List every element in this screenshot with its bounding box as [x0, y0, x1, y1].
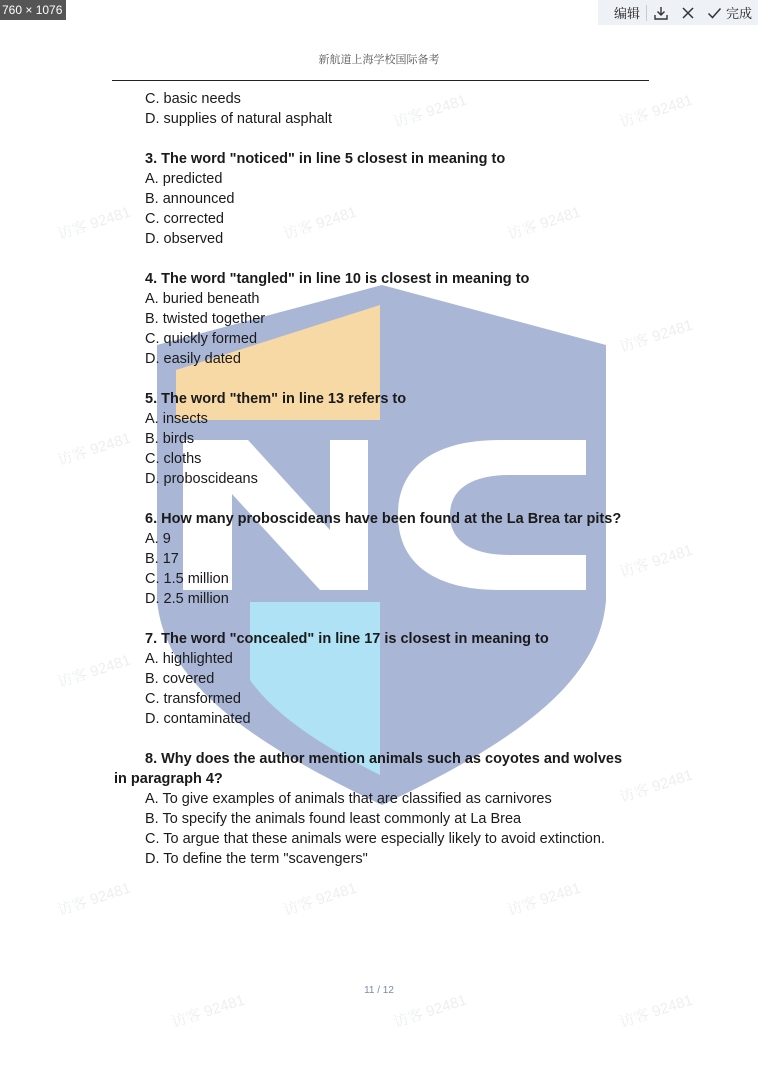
answer-option: A. buried beneath: [145, 291, 260, 307]
answer-option: C. corrected: [145, 211, 224, 227]
answer-option: B. birds: [145, 431, 195, 447]
visitor-watermark: 访客 92481: [617, 316, 695, 357]
answer-option: A. predicted: [145, 171, 223, 187]
answer-option: B. announced: [145, 191, 235, 207]
visitor-watermark: 访客 92481: [55, 651, 133, 692]
edit-label: 编辑: [613, 6, 640, 21]
question-6: 6. How many proboscideans have been found at the La Brea tar pits?: [145, 511, 622, 527]
page-number: 11 / 12: [364, 985, 394, 996]
question-3: 3. The word "noticed" in line 5 closest in meaning to: [145, 151, 506, 167]
answer-option: D. observed: [145, 231, 224, 247]
visitor-watermark: 访客 92481: [391, 991, 469, 1032]
done-label: 完成: [725, 6, 752, 21]
answer-option: A. 9: [145, 531, 171, 547]
answer-option: B. To specify the animals found least commonly at La Brea: [145, 811, 522, 827]
answer-option: C. quickly formed: [145, 331, 258, 347]
question-4: 4. The word "tangled" in line 10 is closest in meaning to: [145, 271, 530, 287]
answer-option: A. To give examples of animals that are classified as carnivores: [145, 791, 552, 807]
visitor-watermark: 访客 92481: [55, 203, 133, 244]
visitor-watermark: 访客 92481: [169, 991, 247, 1032]
visitor-watermark: 访客 92481: [617, 91, 695, 132]
answer-option: C. cloths: [145, 451, 202, 467]
visitor-watermark: 访客 92481: [55, 879, 133, 920]
answer-option: D. proboscideans: [145, 471, 258, 487]
visitor-watermark: 访客 92481: [281, 879, 359, 920]
question-8: 8. Why does the author mention animals such as coyotes and wolves: [145, 751, 623, 767]
answer-option: B. covered: [145, 671, 215, 687]
answer-option: B. twisted together: [145, 311, 266, 327]
answer-option: D. easily dated: [145, 351, 241, 367]
visitor-watermark: 访客 92481: [391, 91, 469, 132]
answer-option: C. transformed: [145, 691, 241, 707]
question-8-continuation: in paragraph 4?: [114, 771, 223, 787]
question-7: 7. The word "concealed" in line 17 is closest in meaning to: [145, 631, 549, 647]
visitor-watermark: 访客 92481: [617, 991, 695, 1032]
answer-option: D. supplies of natural asphalt: [145, 111, 332, 127]
visitor-watermark: 访客 92481: [617, 541, 695, 582]
visitor-watermark: 访客 92481: [281, 203, 359, 244]
visitor-watermark: 访客 92481: [55, 429, 133, 470]
question-5: 5. The word "them" in line 13 refers to: [145, 391, 407, 407]
answer-option: A. insects: [145, 411, 208, 427]
answer-option: C. To argue that these animals were especially likely to avoid extinction.: [145, 831, 605, 847]
page-header: 新航道上海学校国际备考: [318, 53, 440, 66]
answer-option: B. 17: [145, 551, 179, 567]
answer-option: C. 1.5 million: [145, 571, 229, 587]
answer-option: D. 2.5 million: [145, 591, 229, 607]
visitor-watermark: 访客 92481: [505, 203, 583, 244]
answer-option: D. To define the term "scavengers": [145, 851, 368, 867]
image-size-badge: 760 × 1076: [0, 0, 66, 20]
visitor-watermark: 访客 92481: [505, 879, 583, 920]
answer-option: D. contaminated: [145, 711, 251, 727]
answer-option: A. highlighted: [145, 651, 233, 667]
visitor-watermark: 访客 92481: [617, 766, 695, 807]
answer-option: C. basic needs: [145, 91, 241, 107]
